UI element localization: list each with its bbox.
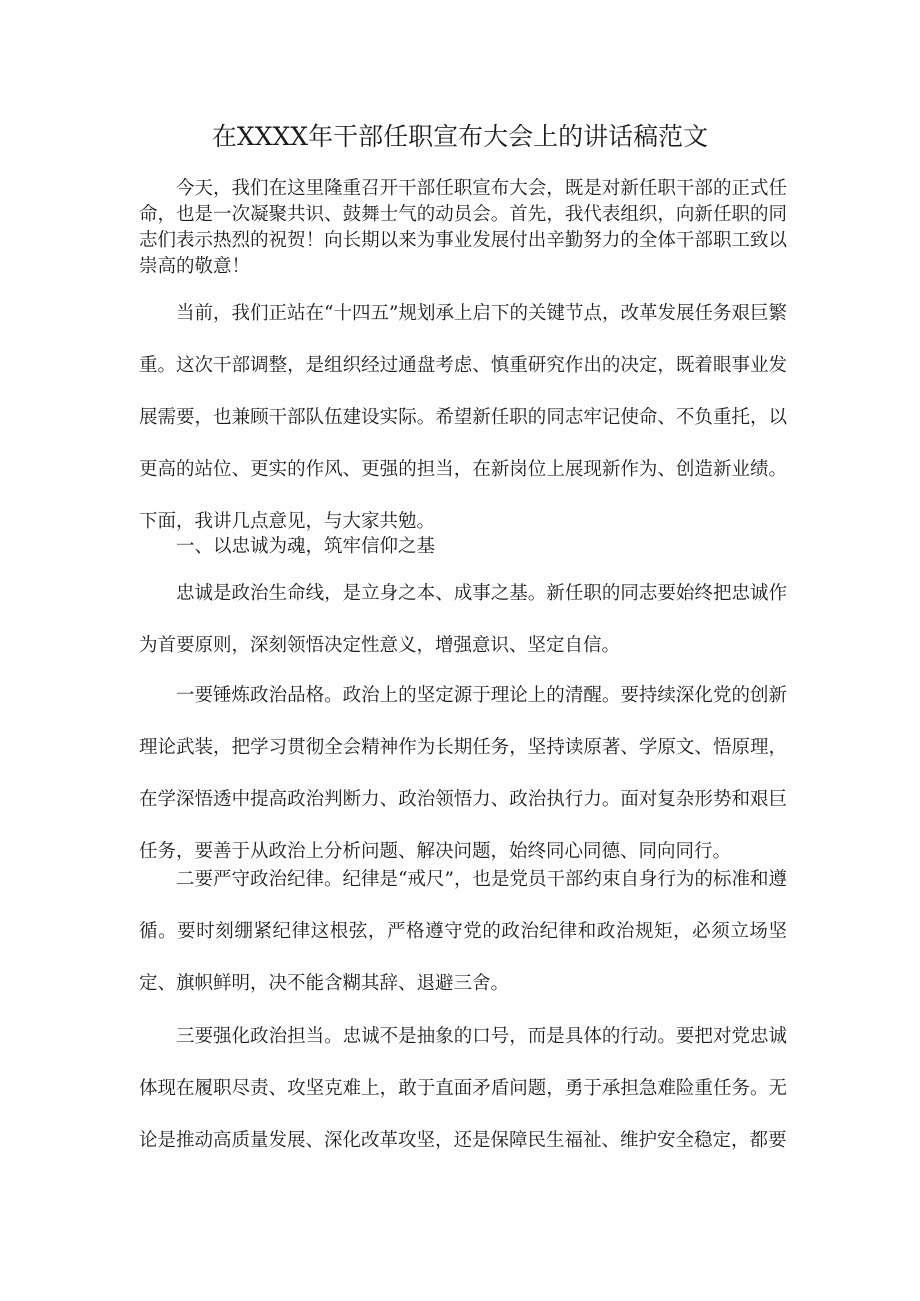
paragraph-political-discipline: 二要严守政治纪律。纪律是“戒尺”，也是党员干部约束自身行为的标准和遵循。要时刻绷紧纪律这根弦，严格遵守党的政治纪律和政治规矩，必须立场坚定、旗帜鲜明，决不能含糊其辞、退避三舍。 <box>139 869 787 994</box>
paragraph-political-character: 一要锤炼政治品格。政治上的坚定源于理论上的清醒。要持续深化党的创新理论武装，把学习贯彻全会精神作为长期任务，坚持读原著、学原文、悟原理，在学深悟透中提高政治判断力、政治领悟力、政治执行力。面对复杂形势和艰巨任务，要善于从政治上分析问题、解决问题，始终同心同德、同向同行。 <box>139 685 787 862</box>
paragraph-political-responsibility: 三要强化政治担当。忠诚不是抽象的口号，而是具体的行动。要把对党忠诚体现在履职尽责、攻坚克难上，敢于直面矛盾问题，勇于承担急难险重任务。无论是推动高质量发展、深化改革攻坚，还是保障民生福祉、维护安全稳定，都要 <box>139 1026 787 1151</box>
paragraph-context: 当前，我们正站在“十四五”规划承上启下的关键节点，改革发展任务艰巨繁重。这次干部调整，是组织经过通盘考虑、慎重研究作出的决定，既着眼事业发展需要，也兼顾干部队伍建设实际。希望新任职的同志牢记使命、不负重托，以更高的站位、更实的作风、更强的担当，在新岗位上展现新作为、创造新业绩。下面，我讲几点意见，与大家共勉。 <box>139 303 787 532</box>
paragraph-opening: 今天，我们在这里隆重召开干部任职宣布大会，既是对新任职干部的正式任命，也是一次凝聚共识、鼓舞士气的动员会。首先，我代表组织，向新任职的同志们表示热烈的祝贺！向长期以来为事业发展付出辛勤努力的全体干部职工致以崇高的敬意！ <box>139 178 787 277</box>
paragraph-loyalty-intro: 忠诚是政治生命线，是立身之本、成事之基。新任职的同志要始终把忠诚作为首要原则，深刻领悟决定性意义，增强意识、坚定自信。 <box>139 583 787 656</box>
document-title: 在XXXX年干部任职宣布大会上的讲话稿范文 <box>211 122 709 151</box>
section-heading-1: 一、以忠诚为魂，筑牢信仰之基 <box>176 536 436 557</box>
